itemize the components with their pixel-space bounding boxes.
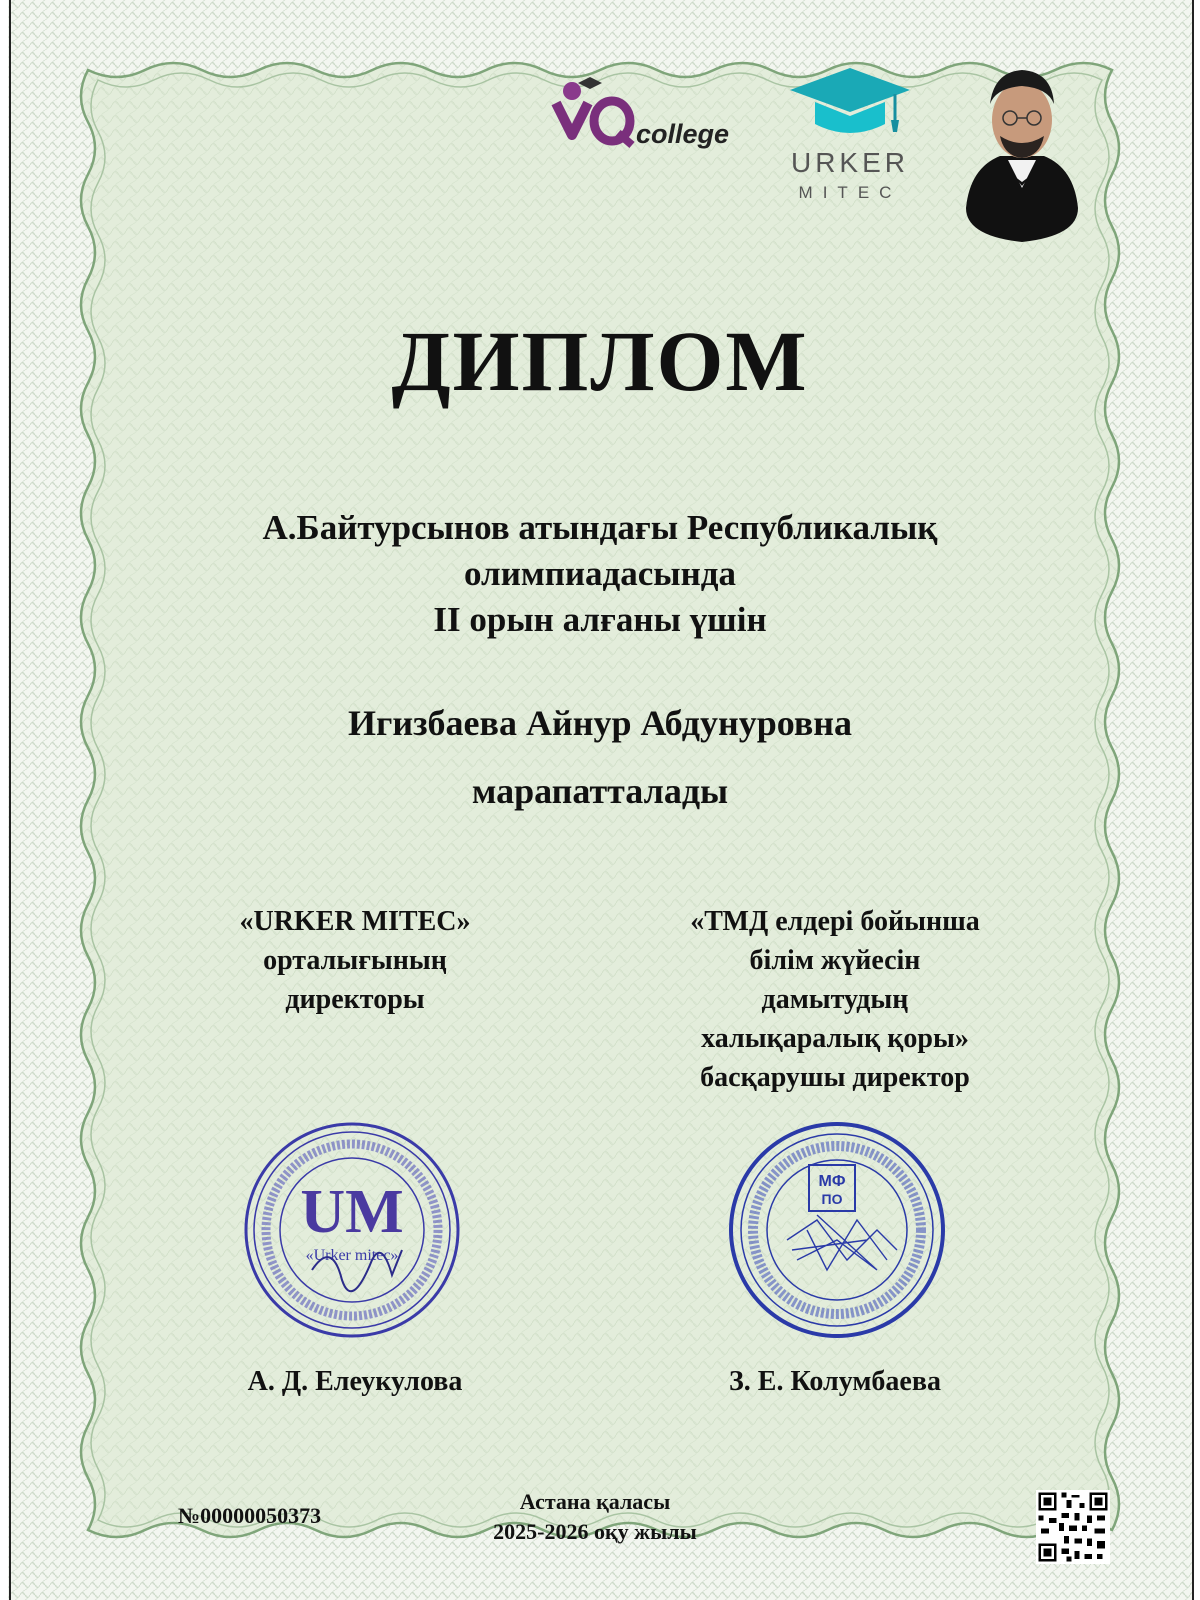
recipient-name: Игизбаева Айнур Абдунуровна	[347, 703, 853, 743]
awarded-text: марапатталады	[471, 771, 729, 811]
mitec-text: MITEC	[798, 183, 902, 202]
diploma-number: №00000050373	[178, 1503, 322, 1528]
left-signer-name: А. Д. Елеукулова	[247, 1366, 463, 1397]
right-signer-position	[625, 902, 1045, 1097]
diploma-title: ДИПЛОМ	[391, 313, 809, 409]
left-position-line-1: «URKER MITEC»	[239, 906, 471, 937]
urker-mitec-stamp	[242, 1120, 462, 1340]
award-reason	[0, 505, 1200, 643]
globe-network-lines	[787, 1215, 897, 1270]
academic-year-text: 2025-2026 оқу жылы	[493, 1519, 697, 1544]
tmd-fund-stamp	[727, 1120, 947, 1340]
left-position-line-3: директоры	[285, 984, 425, 1015]
right-position-line-3: дамытудың	[761, 984, 909, 1015]
right-position-line-1: «ТМД елдері бойынша	[690, 906, 980, 937]
right-signer-name: З. Е. Колумбаева	[729, 1366, 941, 1397]
issue-place-and-year	[440, 1487, 750, 1547]
iq-college-logo	[550, 75, 740, 155]
city-text: Астана қаласы	[519, 1489, 671, 1514]
stamp-urker-text: «Urker mitec»	[305, 1247, 399, 1264]
stamp-um-text: UM	[300, 1178, 404, 1246]
urker-text: URKER	[790, 147, 910, 178]
urker-mitec-logo	[775, 62, 925, 212]
reason-line-2: олимпиадасында	[464, 554, 736, 593]
left-signer-position	[165, 902, 545, 1019]
iq-college-text: college	[636, 119, 730, 149]
portrait-baitursynov	[960, 58, 1084, 244]
right-position-line-2: білім жүйесін	[749, 945, 921, 976]
iq-mark-icon	[556, 77, 632, 145]
right-position-line-5: басқарушы директор	[700, 1062, 970, 1093]
graduation-cap-icon	[790, 68, 910, 133]
right-position-line-4: халықаралық қоры»	[701, 1023, 969, 1054]
stamp-mf-text: МФ	[818, 1173, 846, 1190]
reason-line-1: А.Байтурсынов атындағы Республикалық	[262, 508, 938, 547]
stamp-po-text: ПО	[821, 1191, 843, 1207]
left-position-line-2: орталығының	[263, 945, 447, 976]
reason-line-3: II орын алғаны үшін	[433, 600, 767, 639]
qr-code-icon	[1036, 1490, 1110, 1564]
